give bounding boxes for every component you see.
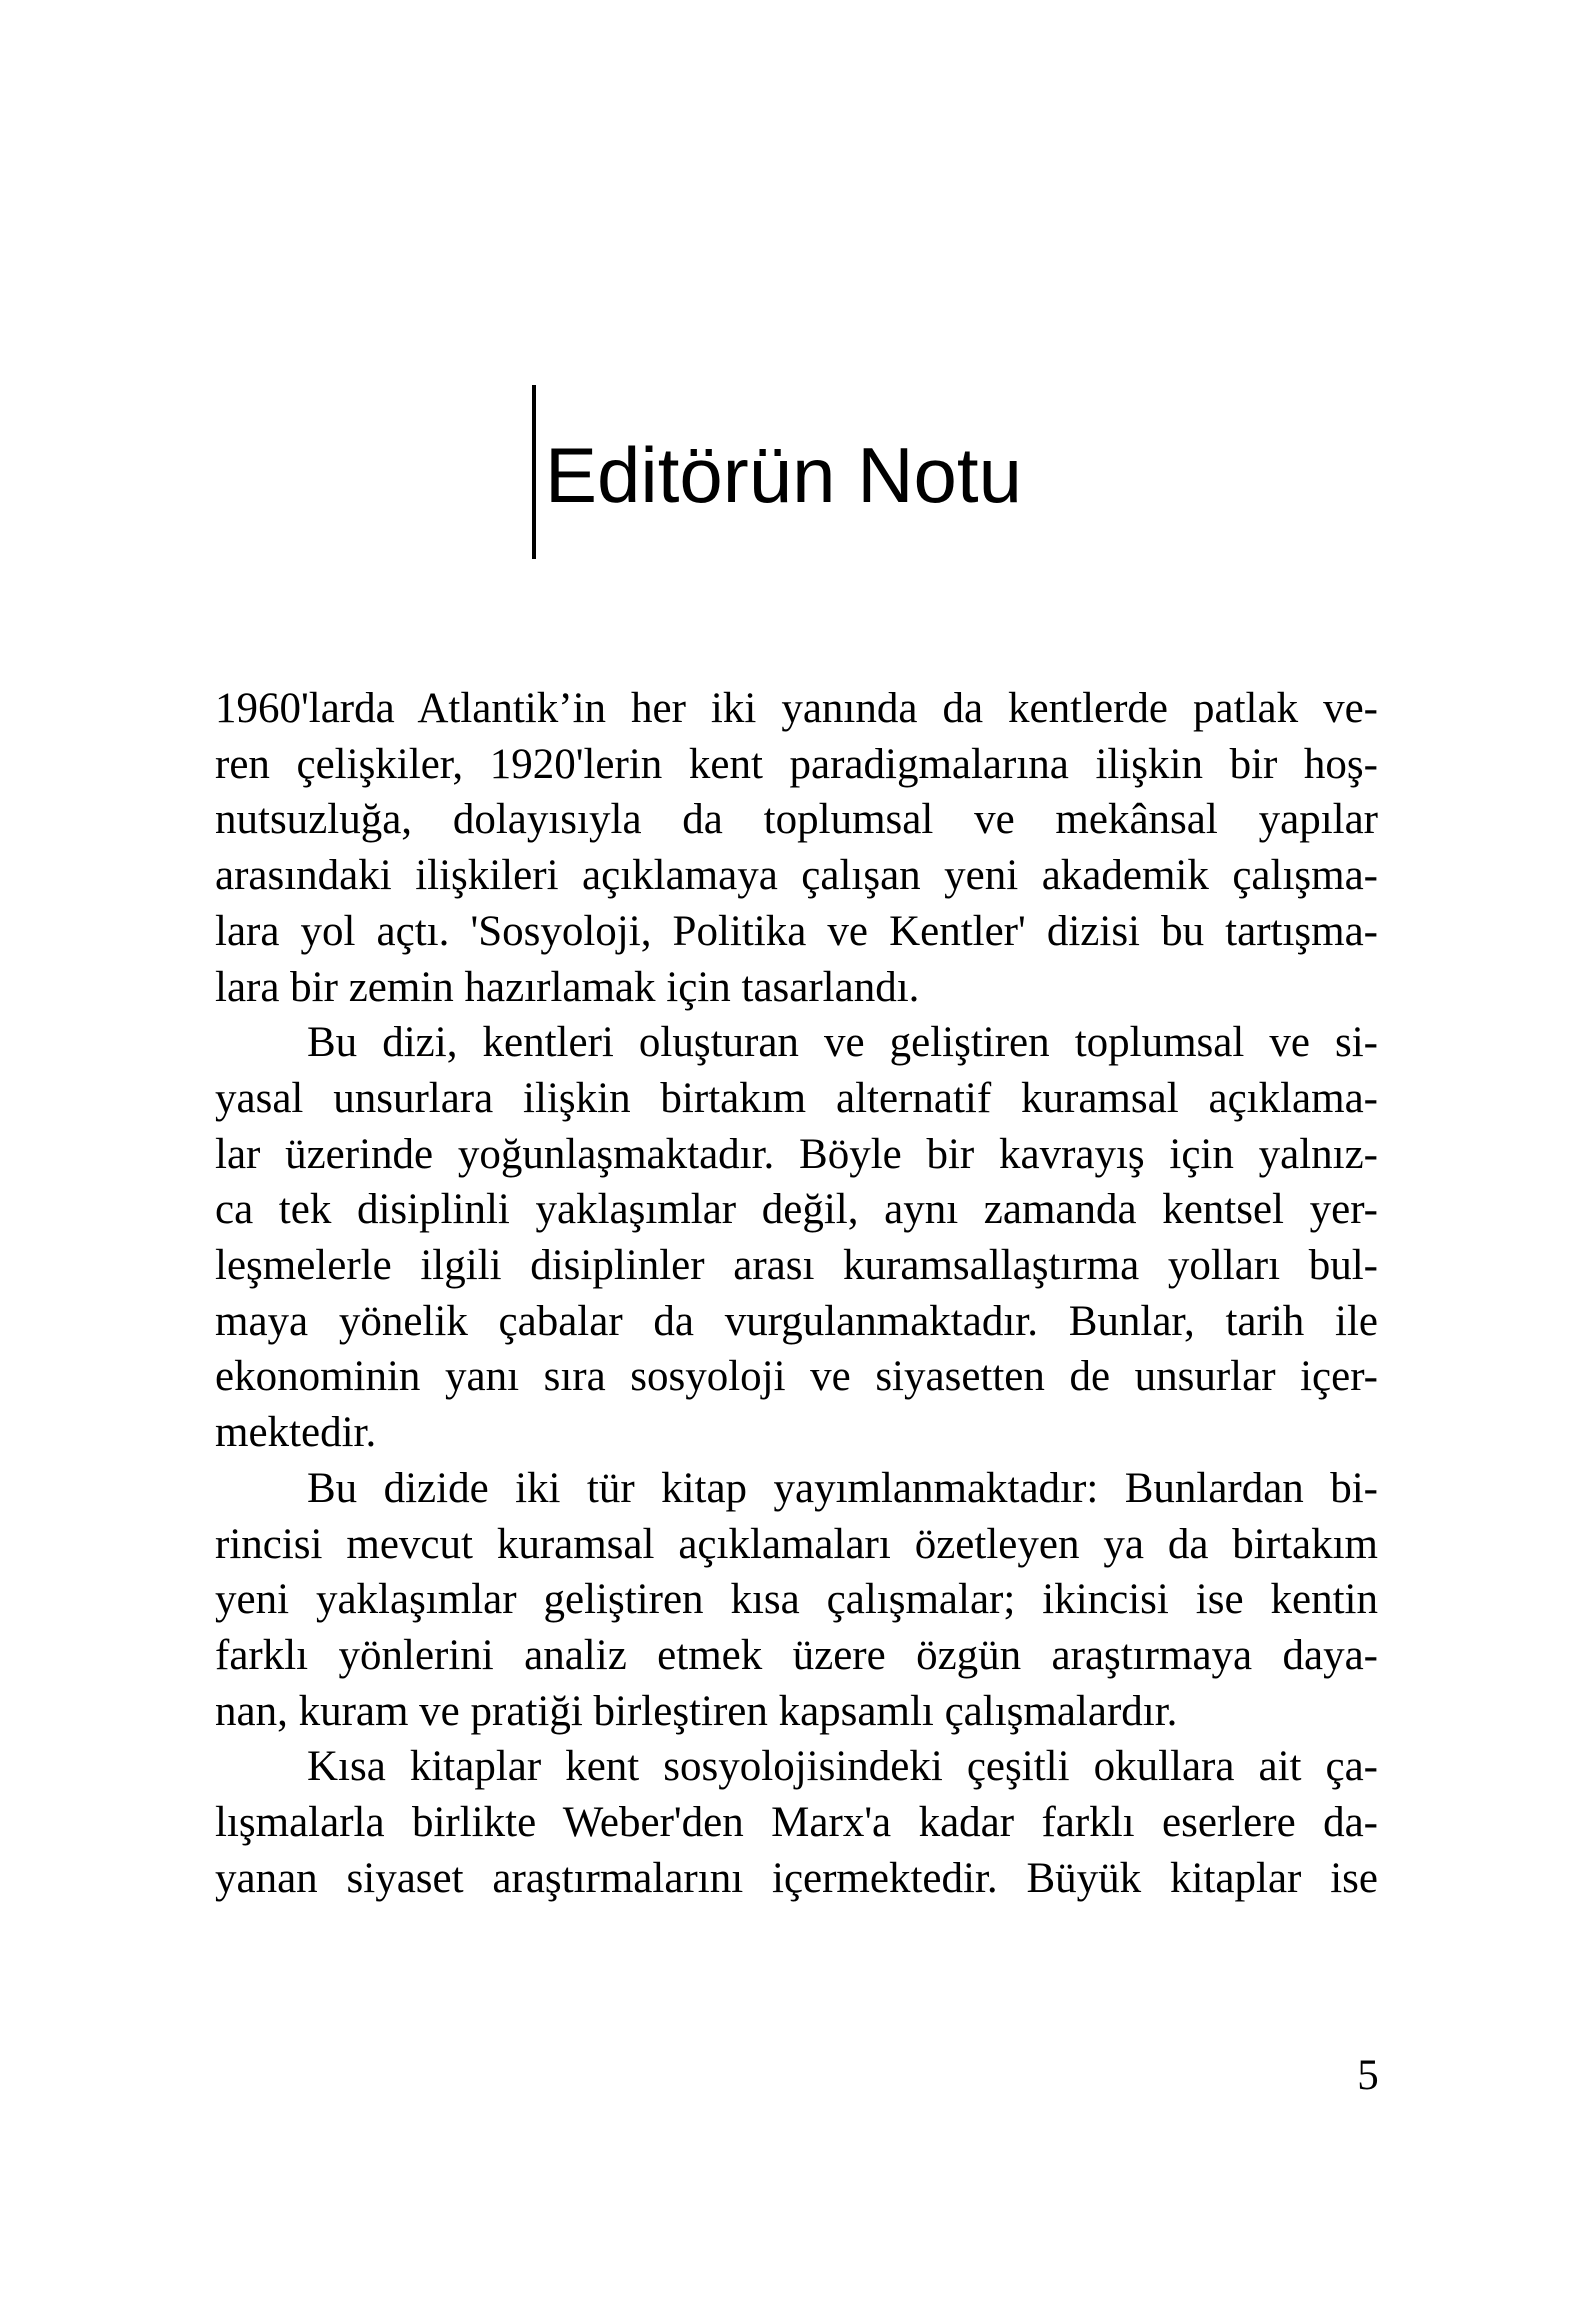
body-line: lar üzerinde yoğunlaşmaktadır. Böyle bir kavrayış için yalnız- xyxy=(215,1130,1378,1178)
body-line: yasal unsurlara ilişkin birtakım alternatif kuramsal açıklama- xyxy=(215,1074,1378,1122)
body-line: leşmelerle ilgili disiplinler arası kuramsallaştırma yolları bul- xyxy=(215,1242,1378,1290)
body-line: nutsuzluğa, dolayısıyla da toplumsal ve mekânsal yapılar xyxy=(215,796,1378,844)
body-line: Kısa kitaplar kent sosyolojisindeki çeşitli okullara ait ça- xyxy=(307,1743,1378,1791)
body-line: farklı yönlerini analiz etmek üzere özgün araştırmaya daya- xyxy=(215,1631,1378,1679)
body-line: lara bir zemin hazırlamak için tasarlandı. xyxy=(215,963,920,1011)
body-line: ca tek disiplinli yaklaşımlar değil, aynı zamanda kentsel yer- xyxy=(215,1186,1378,1234)
page-number: 5 xyxy=(1357,2052,1379,2099)
body-line: ekonominin yanı sıra sosyoloji ve siyasetten de unsurlar içer- xyxy=(215,1353,1378,1401)
page-title: Editörün Notu xyxy=(545,431,1022,519)
body-line: Bu dizi, kentleri oluşturan ve geliştiren toplumsal ve si- xyxy=(307,1019,1378,1067)
body-line: lara yol açtı. 'Sosyoloji, Politika ve Kentler' dizisi bu tartışma- xyxy=(215,907,1378,955)
body-line: mektedir. xyxy=(215,1409,377,1457)
body-line: yeni yaklaşımlar geliştiren kısa çalışmalar; ikincisi ise kentin xyxy=(215,1576,1378,1624)
body-line: 1960'larda Atlantik’in her iki yanında da kentlerde patlak ve- xyxy=(215,685,1378,732)
body-line: nan, kuram ve pratiği birleştiren kapsamlı çalışmalardır. xyxy=(215,1687,1178,1735)
body-line: arasındaki ilişkileri açıklamaya çalışan yeni akademik çalışma- xyxy=(215,852,1378,900)
body-line: ren çelişkiler, 1920'lerin kent paradigmalarına ilişkin bir hoş- xyxy=(215,740,1378,788)
body-text xyxy=(215,681,1378,1906)
body-line: lışmalarla birlikte Weber'den Marx'a kadar farklı eserlere da- xyxy=(215,1799,1378,1847)
title-divider-bar xyxy=(532,385,536,559)
body-line: maya yönelik çabalar da vurgulanmaktadır. Bunlar, tarih ile xyxy=(215,1297,1378,1345)
body-line: Bu dizide iki tür kitap yayımlanmaktadır: Bunlardan bi- xyxy=(307,1464,1378,1512)
body-line: rincisi mevcut kuramsal açıklamaları özetleyen ya da birtakım xyxy=(215,1520,1378,1568)
body-line: yanan siyaset araştırmalarını içermektedir. Büyük kitaplar ise xyxy=(215,1854,1378,1902)
chapter-heading xyxy=(532,385,1022,559)
